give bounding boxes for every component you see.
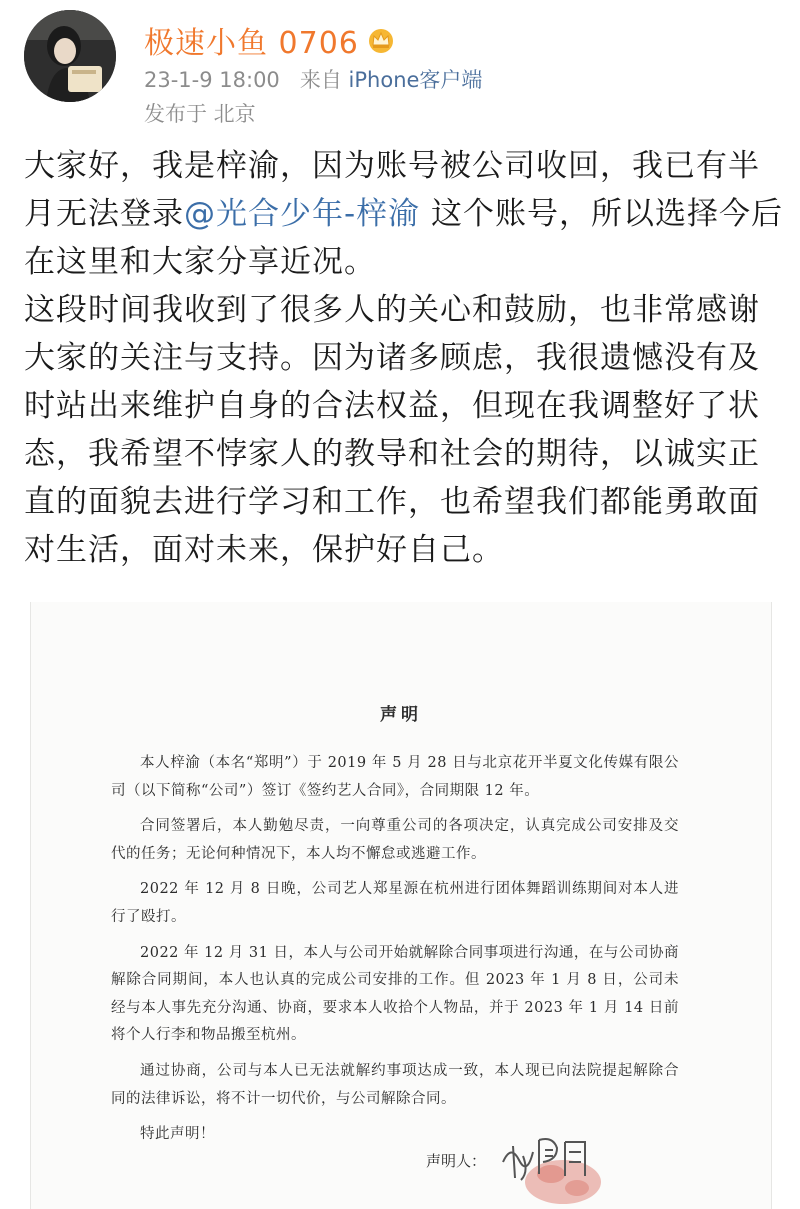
- mention-link[interactable]: @光合少年-梓渝: [184, 196, 421, 232]
- avatar[interactable]: [24, 10, 116, 102]
- post-meta: [144, 64, 482, 94]
- source-prefix: 来自: [299, 68, 342, 92]
- statement-paragraph: 2022 年 12 月 31 日，本人与公司开始就解除合同事项进行沟通，在与公司协商解除合同期间，本人也认真的完成公司安排的工作。但 2023 年 1 月 8 日，公司未经与本人事先充分沟通、协商，要求本人收拾个人物品，并于 2023 年 1 月 14 日前将个人行李和物品搬至杭州。: [111, 944, 679, 1044]
- post-header: [24, 8, 784, 136]
- post-location: 发布于 北京: [144, 102, 256, 126]
- statement-paragraph: 合同签署后，本人勤勉尽责，一向尊重公司的各项决定，认真完成公司安排及交代的任务；无论何种情况下，本人均不懈怠或逃避工作。: [111, 818, 679, 862]
- statement-title: 声明: [380, 705, 422, 725]
- username[interactable]: 极速小鱼 0706: [144, 26, 359, 61]
- statement-paragraph: 本人梓渝（本名“郑明”）于 2019 年 5 月 28 日与北京花开半夏文化传媒有限公司（以下简称“公司”）签订《签约艺人合同》，合同期限 12 年。: [111, 755, 679, 799]
- source-client-link[interactable]: iPhone客户端: [348, 68, 483, 92]
- statement-paragraph: 特此声明！: [140, 1126, 215, 1143]
- statement-image[interactable]: [30, 602, 772, 1209]
- post-text-part: 这个账号，所以选择今后在这里和大家分享近况。: [24, 196, 784, 280]
- signer-label: 声明人：: [426, 1152, 487, 1170]
- post-paragraph-2: 这段时间我收到了很多人的关心和鼓励，也非常感谢大家的关注与支持。因为诸多顾虑，我很遗憾没有及时站出来维护自身的合法权益，但现在我调整好了状态，我希望不悖家人的教导和社会的期待，以诚实正直的面貌去进行学习和工作，也希望我们都能勇敢面对生活，面对未来，保护好自己。: [24, 292, 760, 568]
- statement-paragraph: 通过协商，公司与本人已无法就解约事项达成一致，本人现已向法院提起解除合同的法律诉讼，将不计一切代价，与公司解除合同。: [111, 1062, 679, 1107]
- statement-paragraph: 2022 年 12 月 8 日晚，公司艺人郑星源在杭州进行团体舞蹈训练期间对本人进行了殴打。: [111, 881, 679, 925]
- handwritten-signature: [493, 1122, 613, 1208]
- crown-badge-icon: [367, 27, 395, 53]
- post-paragraph-1: [24, 142, 784, 286]
- statement-body: [111, 750, 679, 1157]
- post-text-part: 大家好，我是梓渝，因为账号被公司收回，我已有半月无法登录: [24, 148, 760, 232]
- post-content: [24, 142, 784, 574]
- username-row: [144, 18, 395, 62]
- post-timestamp: 23-1-9 18:00: [144, 68, 280, 92]
